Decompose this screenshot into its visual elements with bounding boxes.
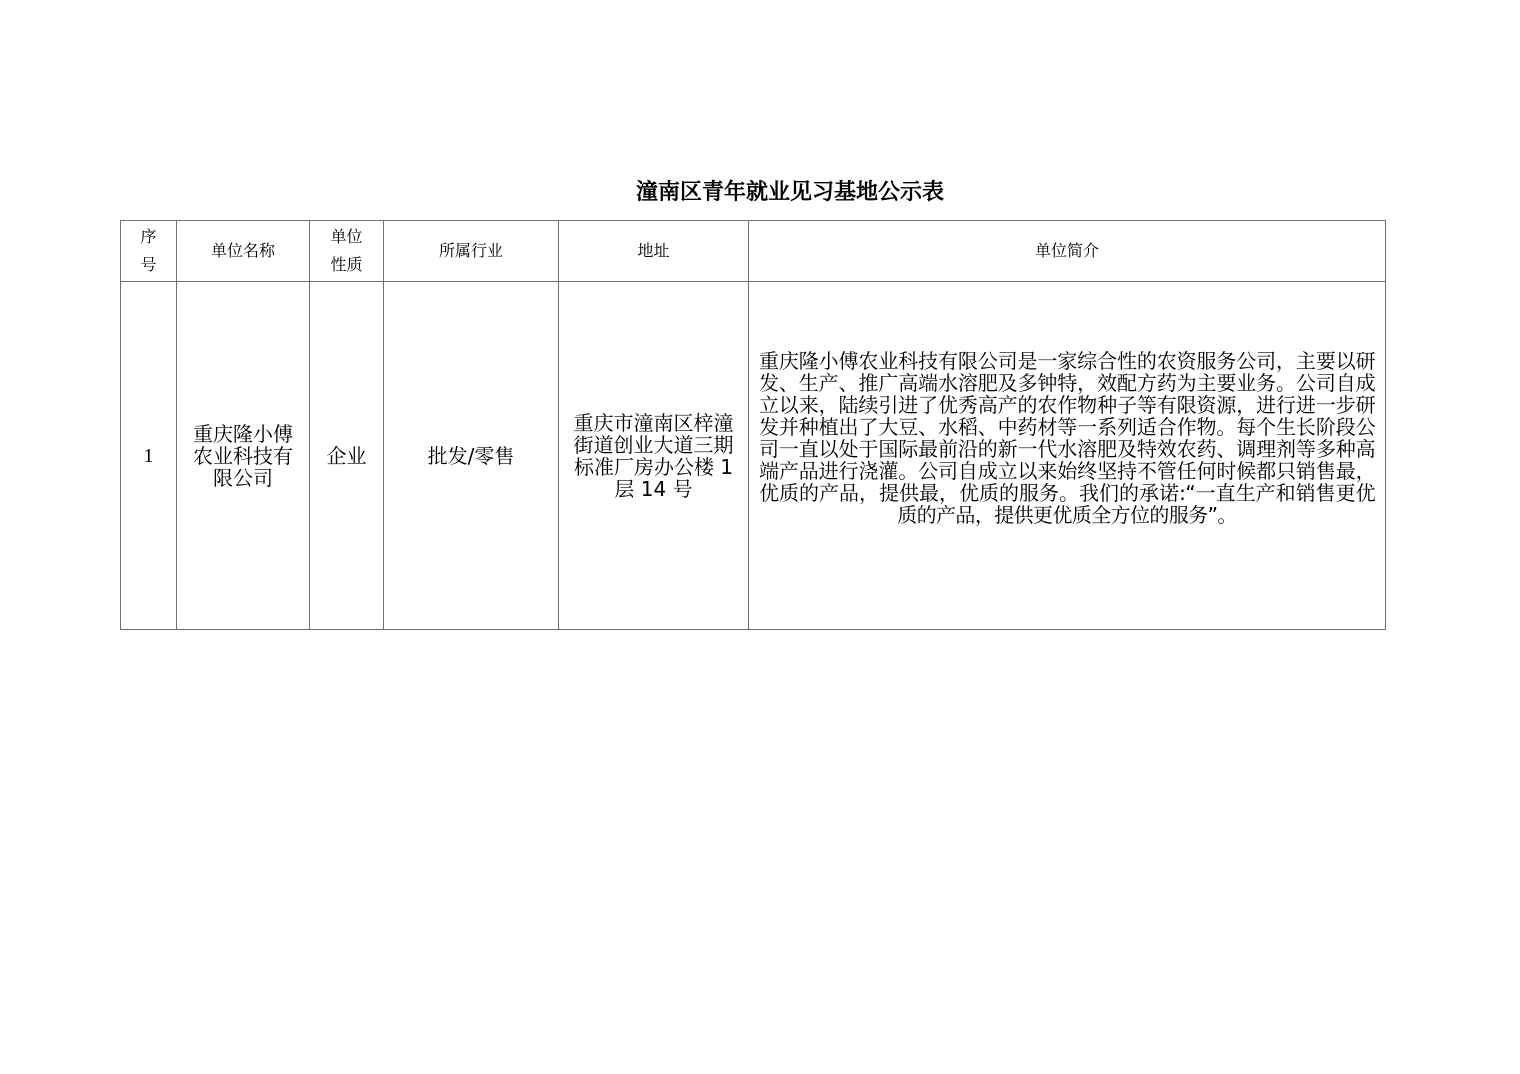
header-intro: 单位简介 <box>749 221 1386 282</box>
header-unit-name: 单位名称 <box>177 221 310 282</box>
cell-unit-name: 重庆隆小傅农业科技有限公司 <box>177 282 310 630</box>
cell-address: 重庆市潼南区梓潼街道创业大道三期标准厂房办公楼 1 层 14 号 <box>559 282 749 630</box>
cell-intro <box>749 282 1386 630</box>
notice-table <box>120 220 1386 630</box>
intro-text: 重庆隆小傅农业科技有限公司是一家综合性的农资服务公司，主要以研发、生产、推广高端水溶肥及多钟特，效配方药为主要业务。公司自成立以来，陆续引进了优秀高产的农作物种子等有限资源，进行进一步研发并种植出了大豆、水稻、中药材等一系列适合作物。每个生长阶段公司一直以处于国际最前沿的新一代水溶肥及特效农药、调理剂等多种高端产品进行浇灌。公司自成立以来始终坚持不管任何时候都只销售最，优质的产品，提供最，优质的服务。我们的承诺:“一直生产和销售更优质的产品，提供更优质全方位的服务”。 <box>759 348 1375 527</box>
table-header-row <box>121 221 1386 282</box>
document-title: 潼南区青年就业见习基地公示表 <box>635 179 944 205</box>
header-seq: 序号 <box>121 221 177 282</box>
cell-unit-nature: 企业 <box>310 282 384 630</box>
header-industry: 所属行业 <box>384 221 559 282</box>
table-row <box>121 282 1386 630</box>
cell-seq: 1 <box>121 282 177 630</box>
header-unit-nature: 单位性质 <box>310 221 384 282</box>
header-address: 地址 <box>559 221 749 282</box>
cell-industry: 批发/零售 <box>384 282 559 630</box>
